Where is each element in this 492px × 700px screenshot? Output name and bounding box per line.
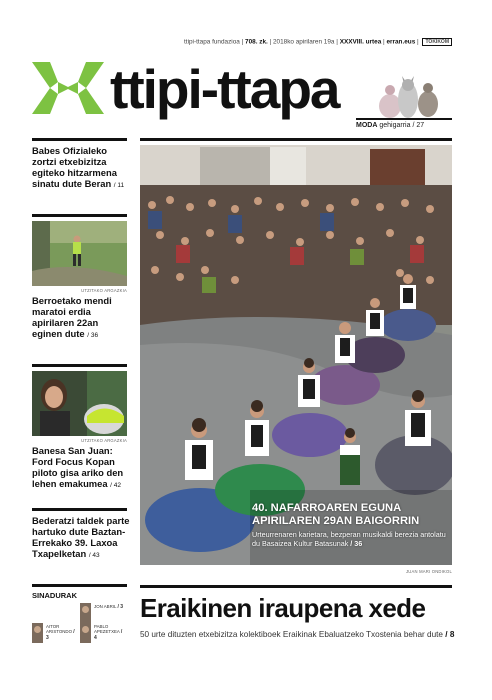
- columnist-item[interactable]: [80, 603, 126, 623]
- story-page: / 43: [88, 552, 100, 559]
- sinadurak-label: SINADURAK: [32, 591, 77, 600]
- lead-subheadline: [140, 630, 454, 639]
- moda-sub: gehigarria: [379, 122, 411, 129]
- main-story-page: / 36: [350, 539, 363, 548]
- columnist-name: PABLO APEZETXEA: [94, 624, 120, 634]
- columnist-item[interactable]: [32, 623, 78, 643]
- site-link[interactable]: erran.eus: [386, 38, 416, 46]
- moda-divider: [356, 118, 452, 120]
- lead-subtitle: 50 urte dituzten etxebizitza kolektiboek Eraikinak Ebaluatzeko Txostenia behar dute: [140, 630, 443, 639]
- columnist-page: / 4: [94, 629, 123, 641]
- sinadurak-list: [32, 603, 127, 645]
- issue-date: 2018ko apirilaren 19a: [273, 38, 335, 46]
- sidebar-divider: [32, 138, 127, 141]
- avatar: [80, 603, 91, 623]
- moda-page: / 27: [412, 122, 425, 129]
- story-page: / 11: [113, 182, 125, 189]
- sidebar-story-4[interactable]: [32, 515, 130, 561]
- main-story-caption[interactable]: [252, 502, 448, 548]
- columnist-name: JON ABRIL: [94, 604, 117, 609]
- main-story-title-line2: APIRILAREN 29AN BAIGORRIN: [252, 515, 420, 527]
- masthead-title[interactable]: ttipi-ttapa: [110, 58, 339, 120]
- moda-promo[interactable]: [356, 122, 424, 129]
- main-divider: [140, 138, 452, 141]
- story-title: Berroetako mendi maratoi erdia apirilaren 22an eginen dute: [32, 295, 112, 339]
- main-story-subtitle: Urteurrenaren karietara, bezperan musikaldi berezia antolatu du Basaizea Kultur Batasunak: [252, 530, 446, 548]
- ttipi-ttapa-logo-icon: [30, 58, 106, 118]
- columnist-item[interactable]: [80, 623, 126, 643]
- main-photo-credit: JUAN MARI ONDIKOL: [406, 569, 452, 574]
- columnist-page: / 3: [117, 604, 124, 610]
- publisher: ttipi-ttapa fundazioa: [184, 38, 240, 46]
- tokikom-badge: TOKIKOM: [422, 38, 452, 46]
- main-story-title-line1: 40. NAFARROAREN EGUNA: [252, 502, 402, 514]
- story-title: Banesa San Juan: Ford Focus Kopan piloto gisa ariko den lehen emakumea: [32, 445, 124, 489]
- headline-divider: [140, 585, 452, 588]
- sidebar-story-1[interactable]: [32, 145, 130, 191]
- photo-credit: UTZITAKO ARGAZKIA: [81, 438, 127, 443]
- columnist-page: / 3: [46, 629, 75, 641]
- columnist-name: AITOR ARISTONDO: [46, 624, 73, 634]
- volume-year: XXXVIII. urtea: [339, 38, 382, 46]
- avatar: [32, 623, 43, 643]
- lead-headline[interactable]: Eraikinen iraupena xede: [140, 593, 426, 623]
- story-page: / 42: [110, 482, 122, 489]
- sidebar-divider: [32, 584, 127, 587]
- moda-figures-image: [368, 68, 448, 118]
- sidebar-story-3[interactable]: [32, 445, 130, 491]
- sidebar-divider: [32, 364, 127, 367]
- sidebar-story-2[interactable]: [32, 295, 130, 341]
- issue-number: 708. zk.: [245, 38, 268, 46]
- story-page: / 36: [87, 332, 99, 339]
- sidebar-divider: [32, 214, 127, 217]
- lead-page: / 8: [445, 630, 455, 639]
- avatar: [80, 623, 91, 643]
- masthead-meta: ttipi-ttapa fundazioa | 708. zk. | 2018ko apirilaren 19a | XXXVIII. urtea | erran.eus | TOKIKOM: [0, 38, 452, 46]
- story-title: Bederatzi taldek parte hartuko dute Baztan-Errekako 39. Laxoa Txapelketan: [32, 515, 130, 559]
- sidebar-divider: [32, 508, 127, 511]
- moda-label: MODA: [356, 122, 378, 129]
- runner-photo: [32, 221, 127, 286]
- story-title: Babes Ofizialeko zortzi etxebizitza egiteko hitzarmena sinatu dute Beran: [32, 145, 117, 189]
- driver-photo: [32, 371, 127, 436]
- photo-credit: UTZITAKO ARGAZKIA: [81, 288, 127, 293]
